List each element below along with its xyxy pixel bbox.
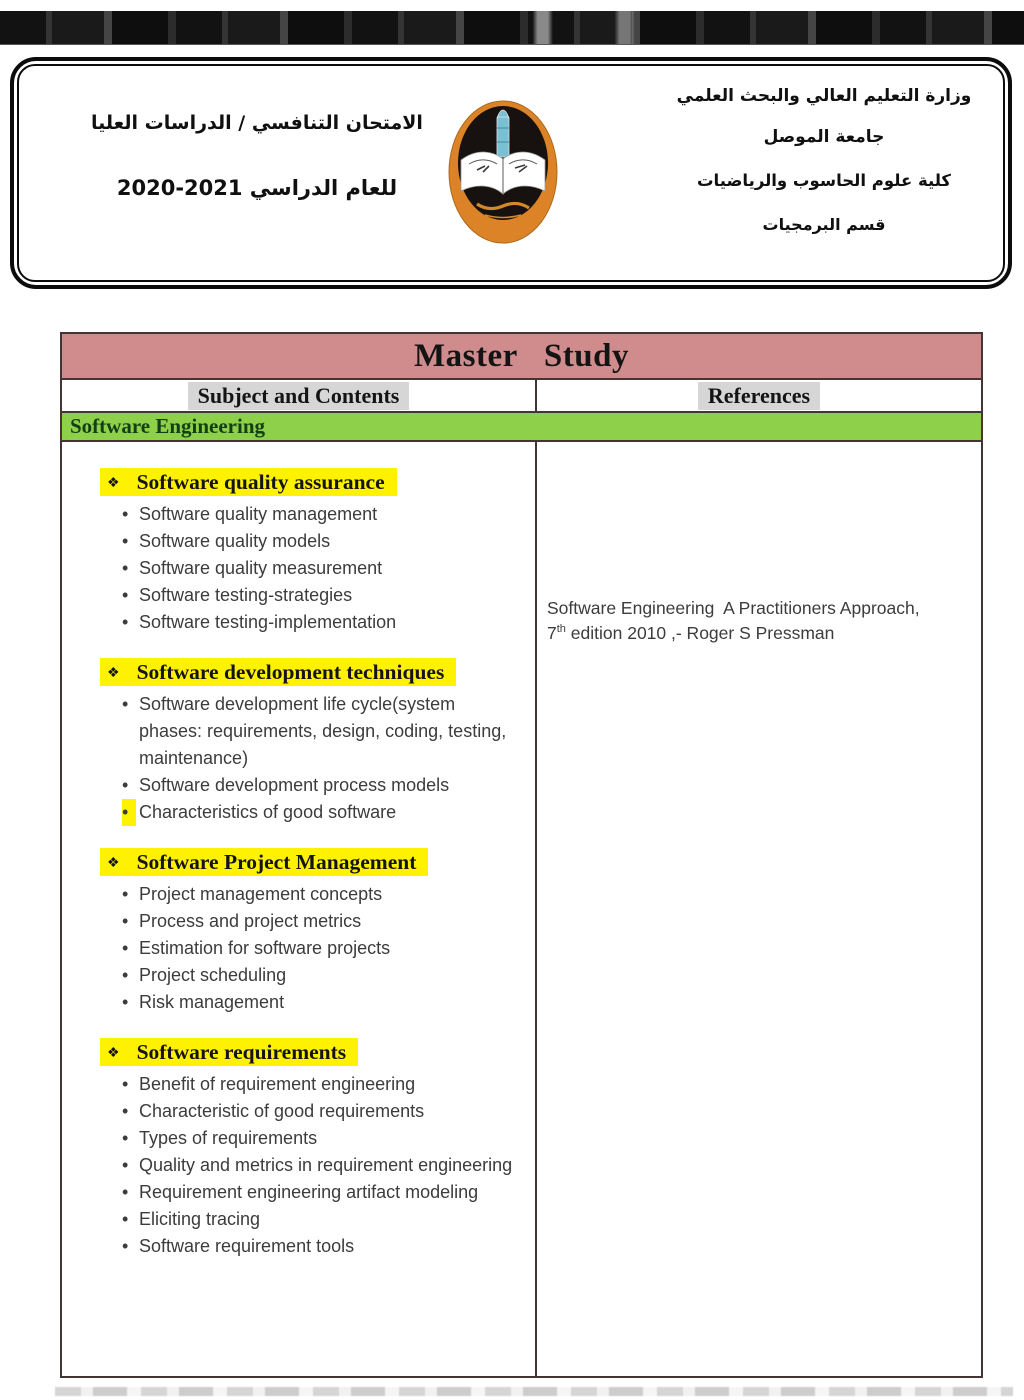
edition-number: 7 <box>547 623 557 643</box>
list-item-text: Software quality management <box>139 504 378 524</box>
ministry-line: وزارة التعليم العالي والبحث العلمي <box>676 86 972 106</box>
bullet-dot-icon: • <box>122 1236 129 1256</box>
topic-heading <box>100 1038 535 1066</box>
bullet-dot-highlighted-icon: • <box>122 799 136 826</box>
bullet-dot-icon: • <box>122 1128 129 1148</box>
bullet-dot-icon: • <box>122 992 129 1012</box>
topic-heading <box>100 848 535 876</box>
list-item-text: Software requirement tools <box>139 1236 355 1256</box>
reference-citation <box>547 596 969 646</box>
bullet-dot-icon: • <box>122 1155 129 1175</box>
diamond-bullet-icon: ❖ <box>107 664 120 680</box>
bullet-dot-icon: • <box>122 504 129 524</box>
column-header-subject: Subject and Contents <box>188 382 410 410</box>
list-item <box>100 908 535 935</box>
list-item <box>100 1233 535 1260</box>
topic-items <box>100 691 535 826</box>
topic-section-development-techniques <box>100 658 535 826</box>
table-title: Master Study <box>414 337 629 374</box>
list-item <box>100 528 535 555</box>
reference-line-2-rest: edition 2010 ,- Roger S Pressman <box>565 623 835 643</box>
edition-ordinal-suffix: th <box>556 623 566 636</box>
list-item <box>100 772 535 799</box>
list-item-text: Process and project metrics <box>139 911 362 931</box>
list-item-text: Software quality measurement <box>139 558 383 578</box>
content-row <box>62 442 981 1376</box>
bullet-dot-icon: • <box>122 1209 129 1229</box>
category-row <box>62 413 981 442</box>
highlighted-heading <box>100 468 397 496</box>
reference-line-2 <box>547 621 969 646</box>
list-item <box>100 582 535 609</box>
bullet-dot-icon: • <box>122 884 129 904</box>
department-line: قسم البرمجيات <box>762 215 886 234</box>
list-item <box>100 1125 535 1152</box>
diamond-bullet-icon: ❖ <box>107 1044 120 1060</box>
college-line: كلية علوم الحاسوب والرياضيات <box>696 171 952 190</box>
list-item <box>100 989 535 1016</box>
topic-section-requirements <box>100 1038 535 1260</box>
topic-heading <box>100 658 535 686</box>
scan-artifact-top <box>0 11 1024 45</box>
list-item-text: Estimation for software projects <box>139 938 391 958</box>
bullet-dot-icon: • <box>122 965 129 985</box>
list-item <box>100 1071 535 1098</box>
list-item-text: Characteristic of good requirements <box>139 1101 425 1121</box>
highlighted-heading <box>100 1038 358 1066</box>
list-item-text: Software testing-strategies <box>139 585 353 605</box>
subject-content-cell <box>62 442 537 1376</box>
list-item-text: Project scheduling <box>139 965 287 985</box>
list-item-text: Eliciting tracing <box>139 1209 261 1229</box>
list-item-text: Software testing-implementation <box>139 612 397 632</box>
scan-artifact-bottom <box>55 1387 1013 1396</box>
list-item-text: Risk management <box>139 992 285 1012</box>
bullet-dot-icon: • <box>122 1182 129 1202</box>
exam-title-arabic: الامتحان التنافسي / الدراسات العليا <box>91 112 423 134</box>
list-item-text: Types of requirements <box>139 1128 318 1148</box>
references-header-cell <box>537 380 981 411</box>
list-item-text: Characteristics of good software <box>139 802 397 822</box>
list-item <box>100 1206 535 1233</box>
list-item-text: Requirement engineering artifact modeling <box>139 1182 479 1202</box>
topic-section-project-management <box>100 848 535 1016</box>
references-content-cell <box>537 442 981 1376</box>
list-item <box>100 1152 535 1179</box>
list-item <box>100 799 535 826</box>
diamond-bullet-icon: ❖ <box>107 854 120 870</box>
document-header <box>10 57 1012 289</box>
diamond-bullet-icon: ❖ <box>107 474 120 490</box>
highlighted-heading <box>100 848 428 876</box>
category-label: Software Engineering <box>70 414 266 438</box>
highlighted-heading <box>100 658 456 686</box>
topic-items <box>100 501 535 636</box>
list-item <box>100 881 535 908</box>
bullet-dot-icon: • <box>122 775 129 795</box>
topic-title: Software Project Management <box>136 850 417 874</box>
academic-year-arabic: للعام الدراسي 2021-2020 <box>116 176 398 200</box>
bullet-dot-icon: • <box>122 938 129 958</box>
university-logo-icon <box>447 98 559 246</box>
list-item-text: Software development process models <box>139 775 450 795</box>
bullet-dot-icon: • <box>122 694 129 714</box>
list-item <box>100 501 535 528</box>
list-item <box>100 1098 535 1125</box>
bullet-dot-icon: • <box>122 558 129 578</box>
list-item <box>100 555 535 582</box>
institution-block <box>659 86 989 234</box>
list-item <box>100 609 535 636</box>
topic-items <box>100 1071 535 1260</box>
bullet-dot-icon: • <box>122 1074 129 1094</box>
topic-items <box>100 881 535 1016</box>
document-header-inner-border <box>17 64 1005 282</box>
bullet-dot-icon: • <box>122 531 129 551</box>
list-item-text: Software development life cycle(system phases: requirements, design, coding, testing, maintenance) <box>139 694 507 768</box>
topic-heading <box>100 468 535 496</box>
column-header-references: References <box>698 382 820 410</box>
list-item-text: Benefit of requirement engineering <box>139 1074 416 1094</box>
bullet-dot-icon: • <box>122 911 129 931</box>
topic-title: Software quality assurance <box>136 470 385 494</box>
subject-header-cell <box>62 380 537 411</box>
table-title-row <box>62 334 981 380</box>
topic-section-quality-assurance <box>100 468 535 636</box>
reference-line-1: Software Engineering A Practitioners Approach, <box>547 598 920 618</box>
bullet-dot-icon: • <box>122 1101 129 1121</box>
list-item <box>100 1179 535 1206</box>
bullet-dot-icon: • <box>122 585 129 605</box>
list-item <box>100 691 535 772</box>
list-item-text: Quality and metrics in requirement engineering <box>139 1155 513 1175</box>
exam-info-block <box>61 112 453 200</box>
topic-title: Software requirements <box>136 1040 347 1064</box>
bullet-dot-icon: • <box>122 612 129 632</box>
list-item <box>100 962 535 989</box>
column-header-row <box>62 380 981 413</box>
master-study-table <box>60 332 983 1378</box>
list-item <box>100 935 535 962</box>
university-line: جامعة الموصل <box>763 127 885 147</box>
list-item-text: Software quality models <box>139 531 331 551</box>
list-item-text: Project management concepts <box>139 884 383 904</box>
topic-title: Software development techniques <box>136 660 445 684</box>
